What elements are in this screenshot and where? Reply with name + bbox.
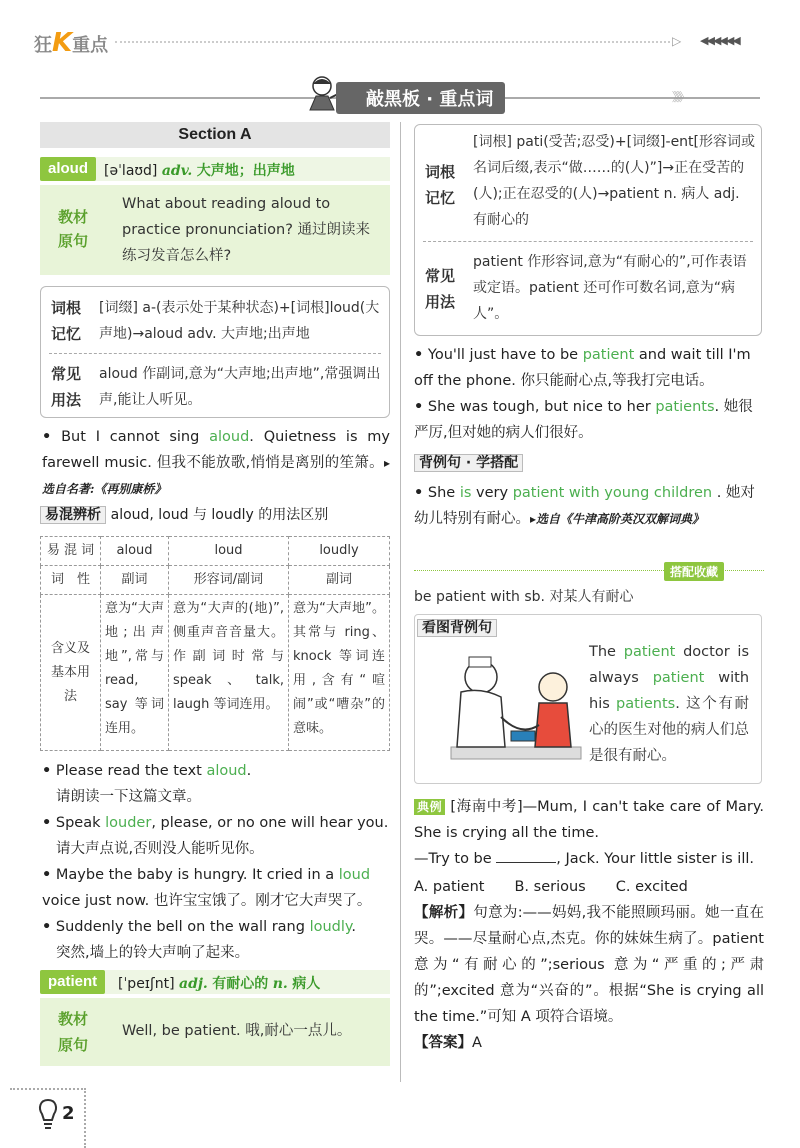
analysis: 【解析】句意为:——妈妈,我不能照顾玛丽。她一直在哭。——尽量耐心点,杰克。你的妹妹生病了。patient 意为“有耐心的”;serious 意为“严重的;严肃的”;excited 意为“兴奋的”。根据“She is crying all the time.”可知 A 项符合语境。 — [414, 905, 765, 1025]
page-number: 2 — [62, 1103, 75, 1124]
options — [414, 874, 764, 900]
list-item: • She was tough, but nice to her patients. 她很严厉,但对她的病人们很好。 — [414, 399, 753, 441]
answer-blank — [496, 862, 556, 863]
usage-label: 常见 用法 — [425, 267, 456, 311]
examples-patient — [414, 342, 764, 446]
header-divider — [115, 41, 670, 43]
list-item: • Please read the text aloud. — [42, 763, 252, 779]
textbook-label: 教材 原句 — [58, 1010, 89, 1054]
picture-sentence: The patient doctor is always patient with his patients. 这个有耐心的医生对他的病人们总是很有耐心。 — [589, 644, 750, 764]
textbook-sentence: Well, be patient. 哦,耐心一点儿。 — [122, 1023, 352, 1039]
divider — [49, 353, 381, 354]
table-row: 词 性 副词 形容词/副词 副词 — [41, 566, 390, 595]
footer-divider-vertical — [84, 1088, 86, 1148]
bulb-icon — [36, 1098, 60, 1130]
option-c: C. excited — [615, 879, 688, 895]
answer: 【答案】A — [414, 1035, 482, 1051]
word-tag-aloud: aloud — [40, 157, 96, 181]
memory-text: [词根] pati(受苦;忍受)+[词缀]-ent[形容词或名词后缀,表示“做……的(人)”]→正在受苦的(人);正在忍受的(人)→patient n. 病人 adj. 有耐心的 — [473, 134, 756, 228]
patient-phonetic-line: [ˈpeɪʃnt] adj. 有耐心的 n. 病人 — [118, 976, 321, 992]
header-triangle-icon: ▷ — [672, 34, 682, 48]
exam-question: 典例 [海南中考]—Mum, I can't take care of Mary. She is crying all the time. —Try to be , Jack. Your little sister is ill. A. patient B. serious C. excited 【解析】句意为:——妈妈,我不能照顾玛丽。她一直在哭。——尽量耐心点,杰克。你的妹妹生病了。patient 意为“有耐心的”;serious 意为“严重的;严肃的”;excited 意为“兴奋的”。根据“She is crying all the time.”可知 A 项符合语境。 【答案】A — [414, 794, 764, 1056]
option-a: A. patient — [414, 879, 485, 895]
confusion-header — [40, 504, 390, 526]
banner-chevrons: 》》》 — [672, 90, 688, 104]
memory-label: 词根 记忆 — [425, 163, 456, 207]
picture-tag: 看图背例句 — [417, 619, 497, 637]
aloud-info-box — [40, 286, 390, 418]
header-arrows: ◀◀◀◀◀◀ — [700, 34, 739, 47]
option-b: B. serious — [514, 879, 586, 895]
usage-text: patient 作形容词,意为“有耐心的”,可作表语或定语。patient 还可作可数名词,意为“病人”。 — [473, 254, 747, 322]
textbook-box-patient — [40, 998, 390, 1066]
doctor-patient-illustration — [421, 647, 591, 777]
picture-example-box — [414, 614, 762, 784]
comparison-table — [40, 536, 390, 751]
list-item: • Maybe the baby is hungry. It cried in a loud voice just now. 也许宝宝饿了。刚才它大声哭了。 — [42, 867, 372, 909]
confusion-tag: 易混辨析 — [40, 506, 106, 524]
list-item: • Speak louder, please, or no one will hear you. — [42, 815, 389, 831]
recite-tag: 背例句 · 学搭配 — [414, 452, 523, 474]
list-item: • You'll just have to be patient and wait till I'm off the phone. 你只能耐心点,等我打完电话。 — [414, 347, 751, 389]
memory-text: [词缀] a-(表示处于某种状态)+[词根]loud(大声地)→aloud adv. 大声地;出声地 — [99, 300, 380, 342]
usage-label: 常见 用法 — [51, 365, 82, 409]
collocation-text: be patient with sb. 对某人有耐心 — [414, 589, 634, 605]
table-row: 易 混 词 aloud loud loudly — [41, 537, 390, 566]
example-aloud: • But I cannot sing aloud. Quietness is my farewell music. 但我不能放歌,悄悄是离别的笙箫。▸选自名著:《再别康桥》 — [42, 429, 391, 496]
column-divider — [400, 122, 401, 1082]
collocation-tag: 搭配收藏 — [664, 562, 724, 581]
aloud-phonetic-line: [əˈlaʊd] adv. 大声地；出声地 — [104, 163, 295, 179]
section-heading: Section A — [40, 122, 390, 148]
brand-logo: 狂K重点 — [34, 28, 109, 58]
table-row: 含义及基本用法 意为“大声地;出声地”,常与 read, say 等词连用。 意为“大声的(地)”,侧重声音音量大。作副词时常与 speak、talk, laugh 等词连用。 意为“大声地”。其常与 ring、knock 等词连用,含有“喧闹”或“嘈杂”的意味。 — [41, 595, 390, 751]
memory-label: 词根 记忆 — [51, 299, 82, 343]
textbook-label: 教材 原句 — [58, 208, 89, 250]
textbook-box-aloud — [40, 185, 390, 275]
word-tag-patient: patient — [40, 970, 105, 994]
textbook-sentence: What about reading aloud to practice pronunciation? 通过朗读来练习发音怎么样? — [122, 196, 370, 264]
recite-example: • She is very patient with young children . 她对幼儿特别有耐心。▸选自《牛津高阶英汉双解词典》 — [414, 485, 755, 527]
banner-title: 敲黑板 · 重点词 — [336, 82, 505, 114]
footer-divider — [10, 1088, 86, 1090]
exam-tag: 典例 — [414, 799, 445, 815]
usage-text: aloud 作副词,意为“大声地;出声地”,常强调出声,能让人听见。 — [99, 366, 381, 408]
examples-left: • Please read the text aloud. 请朗读一下这篇文章。 • Speak louder, please, or no one will hear you. 请大声点说,否则没人能听见你。 • Maybe the baby is hungry. It cried in a loud voice just now. 也许宝宝饿了。刚才它大声哭了。 • Suddenly the bell on the wall rang loudly. 突然,墙上的铃大声响了起来。 — [42, 758, 392, 966]
list-item: • Suddenly the bell on the wall rang loudly. — [42, 919, 357, 935]
divider — [423, 241, 753, 242]
patient-info-box — [414, 124, 762, 336]
confusion-title: aloud, loud 与 loudly 的用法区别 — [110, 507, 329, 523]
